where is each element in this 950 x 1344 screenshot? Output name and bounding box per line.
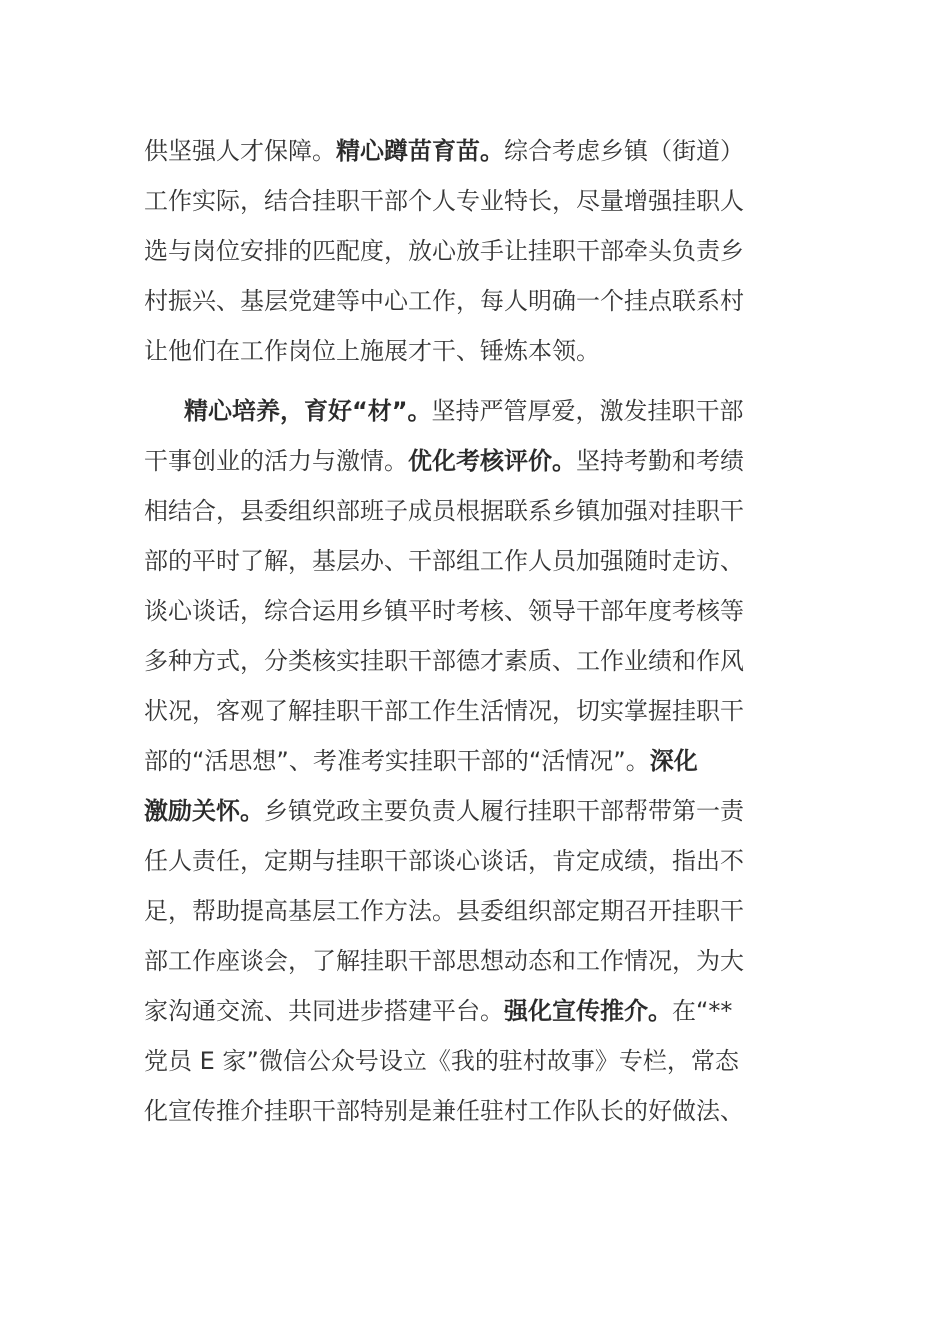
text-run: 任人责任，定期与挂职干部谈心谈话，肯定成绩，指出不 xyxy=(144,847,744,875)
text-run: 谈心谈话，综合运用乡镇平时考核、领导干部年度考核等 xyxy=(144,597,744,625)
text-run: 部的平时了解，基层办、干部组工作人员加强随时走访、 xyxy=(144,547,744,575)
text-run: 部工作座谈会，了解挂职干部思想动态和工作情况，为大 xyxy=(144,947,744,975)
text-run: 供坚强人才保障。 xyxy=(144,137,336,165)
text-line xyxy=(144,886,810,936)
text-line xyxy=(144,686,810,736)
text-run: 化宣传推介挂职干部特别是兼任驻村工作队长的好做法、 xyxy=(144,1097,744,1125)
text-run: 乡镇党政主要负责人履行挂职干部帮带第一责 xyxy=(264,797,744,825)
text-run: 村振兴、基层党建等中心工作，每人明确一个挂点联系村 xyxy=(144,287,744,315)
text-line xyxy=(144,636,810,686)
text-run: 足，帮助提高基层工作方法。县委组织部定期召开挂职干 xyxy=(144,897,744,925)
section-heading: 精心培养，育好“材”。 xyxy=(184,397,432,425)
text-line xyxy=(144,586,810,636)
text-line xyxy=(144,536,810,586)
text-line xyxy=(144,786,810,836)
bold-heading: 精心蹲苗育苗。 xyxy=(336,137,504,165)
bold-heading: 激励关怀。 xyxy=(144,797,264,825)
text-run: 相结合，县委组织部班子成员根据联系乡镇加强对挂职干 xyxy=(144,497,744,525)
text-run: 状况，客观了解挂职干部工作生活情况，切实掌握挂职干 xyxy=(144,697,744,725)
text-run: 党员 E 家”微信公众号设立《我的驻村故事》专栏，常态 xyxy=(144,1047,739,1075)
bold-heading: 深化 xyxy=(649,747,698,775)
text-line xyxy=(144,486,810,536)
text-run: 家沟通交流、共同进步搭建平台。 xyxy=(144,997,504,1025)
paragraph-2 xyxy=(144,386,810,1136)
text-run: 部的“活思想”、考准考实挂职干部的“活情况”。 xyxy=(144,747,650,775)
text-line xyxy=(144,1036,810,1086)
text-line xyxy=(144,326,810,376)
text-line xyxy=(144,386,810,436)
text-run: 多种方式，分类核实挂职干部德才素质、工作业绩和作风 xyxy=(144,647,744,675)
text-line xyxy=(144,986,810,1036)
text-run: 坚持严管厚爱，激发挂职干部 xyxy=(431,397,744,425)
text-run: 坚持考勤和考绩 xyxy=(576,447,744,475)
paragraph-1 xyxy=(144,126,810,376)
text-line xyxy=(144,836,810,886)
text-run: 综合考虑乡镇（街道） xyxy=(504,137,744,165)
bold-heading: 强化宣传推介。 xyxy=(504,997,672,1025)
text-line xyxy=(144,936,810,986)
text-line xyxy=(144,736,810,786)
text-line xyxy=(144,226,810,276)
text-run: 干事创业的活力与激情。 xyxy=(144,447,408,475)
text-line xyxy=(144,126,810,176)
text-line xyxy=(144,276,810,326)
text-run: 在“** xyxy=(672,997,733,1025)
text-line xyxy=(144,176,810,226)
text-line xyxy=(144,1086,810,1136)
bold-heading: 优化考核评价。 xyxy=(408,447,576,475)
text-run: 让他们在工作岗位上施展才干、锤炼本领。 xyxy=(144,337,600,365)
text-run: 选与岗位安排的匹配度，放心放手让挂职干部牵头负责乡 xyxy=(144,237,744,265)
text-line xyxy=(144,436,810,486)
text-run: 工作实际，结合挂职干部个人专业特长，尽量增强挂职人 xyxy=(144,187,744,215)
